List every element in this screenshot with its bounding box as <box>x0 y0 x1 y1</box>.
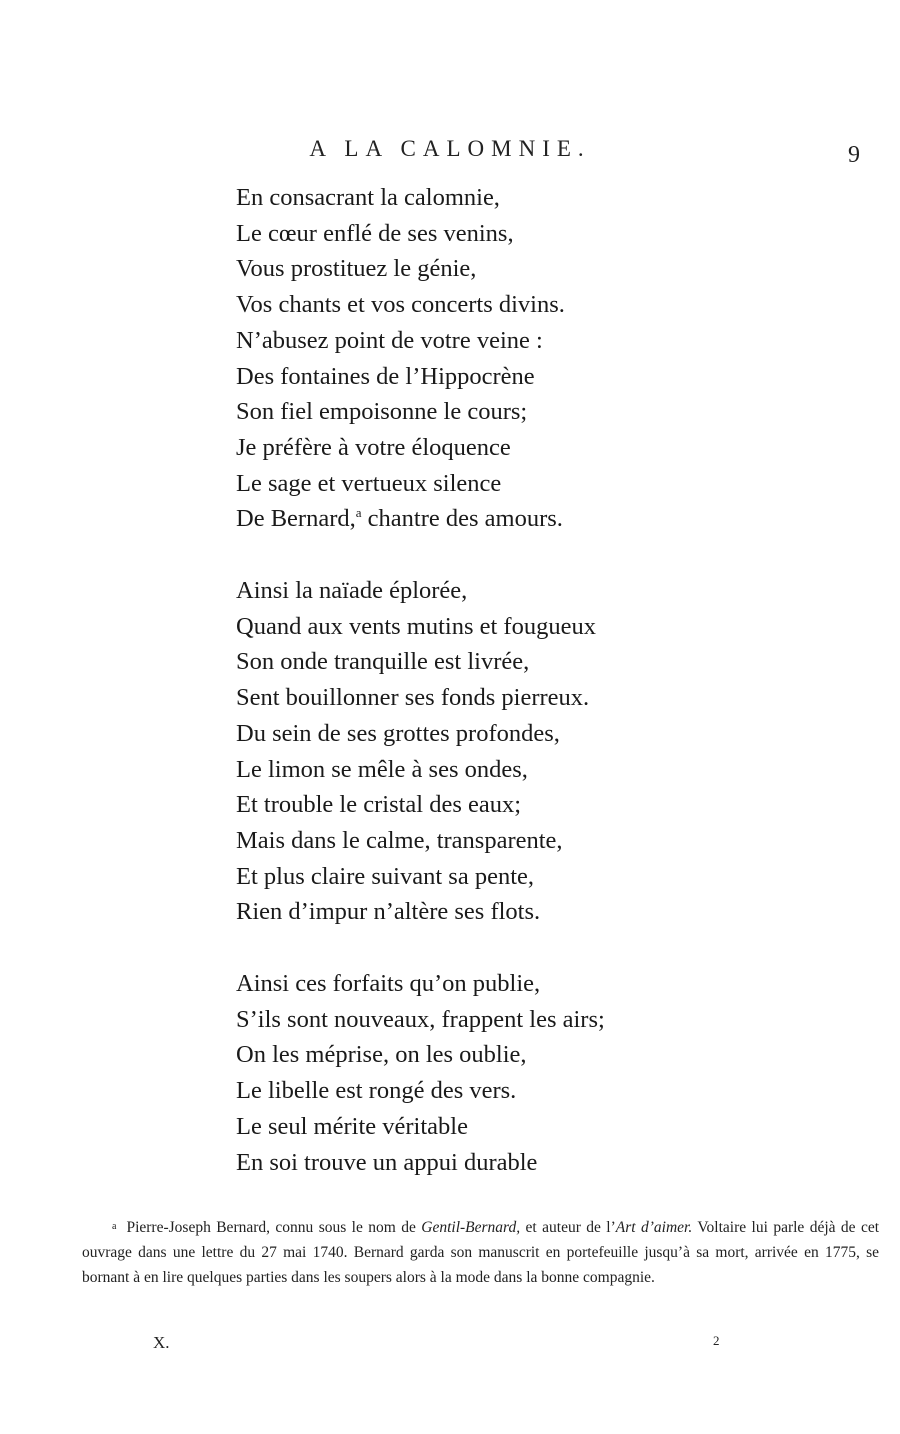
verse-line-end: chantre des amours. <box>361 505 563 533</box>
verse-line: Et trouble le cristal des eaux; <box>236 791 522 819</box>
verse-line: Du sein de ses grottes profondes, <box>236 719 560 747</box>
verse-line: Et plus claire suivant sa pente, <box>236 862 534 890</box>
verse-line: En consacrant la calomnie, <box>236 184 500 211</box>
footnote-reference: a <box>355 505 362 521</box>
verse-line: Ainsi la naïade éplorée, <box>236 577 468 605</box>
stanza-2 <box>236 573 796 930</box>
verse-line: Je préfère à votre éloquence <box>236 433 511 461</box>
verse-line-with-note <box>236 501 796 537</box>
footnote-text: Pierre-Joseph Bernard, connu sous le nom de <box>126 1219 422 1236</box>
verse-line: Des fontaines de l’Hippocrène <box>236 362 535 390</box>
footnote-text: Voltaire lui parle déjà de cet ouvrage dans une lettre du 27 mai 1740. Bernard garda son manuscrit en portefeuille jusqu’à sa mort, arrivée en 1775, se bornant à en lire quelques parties dans les soupers alors à la mode dans la bonne compagnie. <box>82 1219 880 1286</box>
verse-line: Le seul mérite véritable <box>236 1112 468 1140</box>
verse-line: Le sage et vertueux silence <box>236 469 502 497</box>
verse-line: On les méprise, on les oublie, <box>236 1041 527 1069</box>
verse-line: Le cœur enflé de ses venins, <box>236 219 514 247</box>
verse-line: Rien d’impur n’altère ses flots. <box>236 898 541 926</box>
verse-line: S’ils sont nouveaux, frappent les airs; <box>236 1005 605 1033</box>
verse-line: N’abusez point de votre veine : <box>236 326 543 354</box>
verse-line: Mais dans le calme, transparente, <box>236 826 563 854</box>
page-number: 9 <box>848 142 860 168</box>
verse-line: Sent bouillonner ses fonds pierreux. <box>236 684 590 712</box>
verse-line: Ainsi ces forfaits qu’on publie, <box>236 970 541 998</box>
verse-line: Quand aux vents mutins et fougueux <box>236 612 596 640</box>
sheet-signature: 2 <box>713 1333 720 1348</box>
verse-line: Son onde tranquille est livrée, <box>236 648 530 676</box>
stanza-1 <box>236 180 796 537</box>
verse-line: Vos chants et vos concerts divins. <box>236 291 565 319</box>
footnote-text: et auteur de l’ <box>520 1219 616 1236</box>
footnote-italic-name: Gentil-Bernard, <box>421 1219 521 1236</box>
verse-line: En soi trouve un appui durable <box>236 1148 538 1176</box>
footnote-marker: a <box>112 1221 117 1232</box>
verse-line: Son fiel empoisonne le cours; <box>236 398 528 426</box>
volume-signature: X. <box>153 1333 170 1352</box>
footnote <box>82 1214 879 1290</box>
running-title: A LA CALOMNIE. <box>309 136 591 161</box>
verse-line: Le limon se mêle à ses ondes, <box>236 755 528 783</box>
verse-line-start: De Bernard, <box>236 505 356 533</box>
poem <box>236 180 796 1216</box>
verse-line: Vous prostituez le génie, <box>236 255 477 283</box>
verse-line: Le libelle est rongé des vers. <box>236 1077 517 1105</box>
stanza-3 <box>236 966 796 1180</box>
footnote-italic-title: Art d’aimer. <box>615 1219 693 1236</box>
